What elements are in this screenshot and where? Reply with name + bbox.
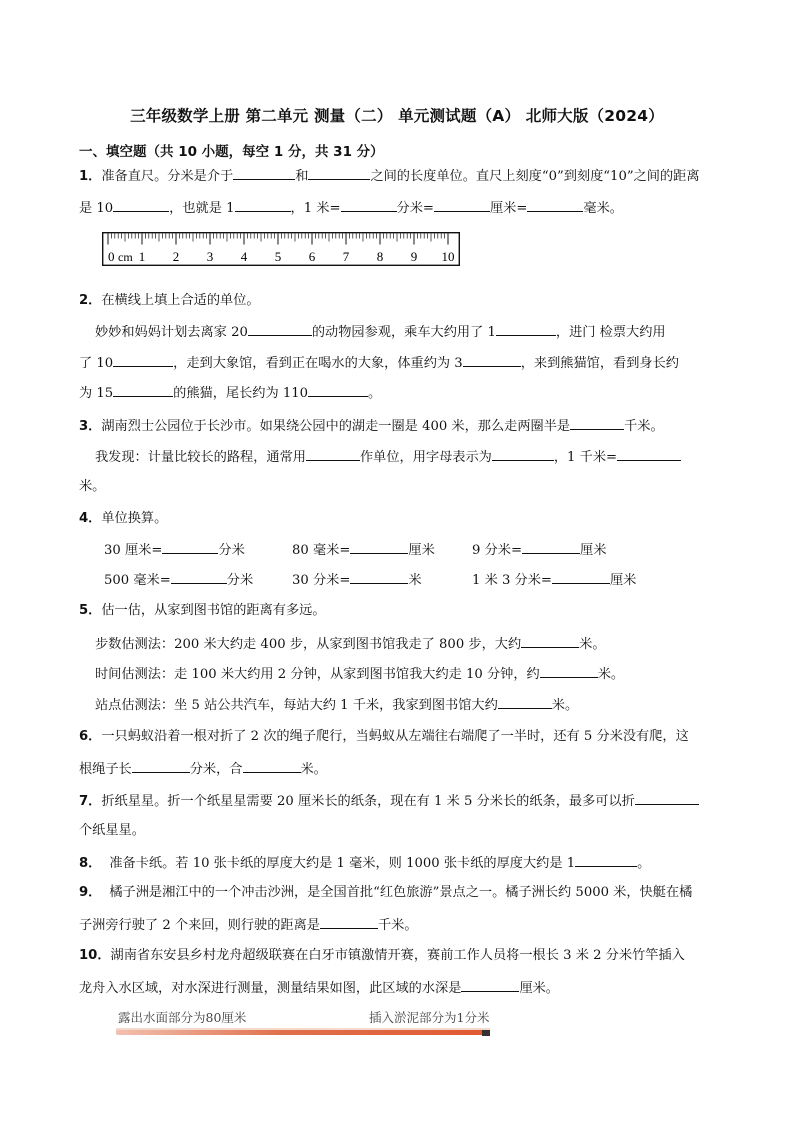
- question-number: 7．: [79, 794, 102, 809]
- ruler-label: 2: [172, 249, 180, 264]
- question-6-line-2: 根绳子长 分米，合 米。: [79, 759, 327, 779]
- ruler-label: 0: [108, 249, 115, 264]
- question-3-line-3: 米。: [79, 479, 106, 494]
- answer-blank[interactable]: [540, 664, 598, 678]
- page-title: 三年级数学上册 第二单元 测量（二） 单元测试题（A） 北师大版（2024）: [130, 107, 664, 125]
- answer-blank[interactable]: [171, 570, 227, 584]
- answer-blank[interactable]: [341, 198, 397, 212]
- question-5-line-2: 步数估测法：200 米大约走 400 步，从家到图书馆我走了 800 步，大约 米。: [95, 634, 606, 654]
- answer-blank[interactable]: [243, 759, 301, 773]
- question-number: 6．: [79, 729, 102, 744]
- answer-blank[interactable]: [521, 634, 579, 648]
- pole-end-in-mud: [482, 1030, 490, 1036]
- answer-blank[interactable]: [320, 915, 378, 929]
- answer-blank[interactable]: [350, 540, 408, 554]
- answer-blank[interactable]: [248, 322, 312, 336]
- question-5-line-4: 站点估测法：坐 5 站公共汽车，每站大约 1 千米，我家到图书馆大约 米。: [95, 695, 578, 715]
- answer-blank[interactable]: [617, 447, 681, 461]
- question-2-line-2: 妙妙和妈妈计划去离家 20 的动物园参观，乘车大约用了 1 ，进门 检票大约用: [95, 322, 666, 342]
- question-8-line-1: 8． 准备卡纸。若 10 张卡纸的厚度大约是 1 毫米，则 1000 张卡纸的厚度大约是 1 。: [79, 853, 650, 873]
- answer-blank[interactable]: [552, 570, 610, 584]
- question-number: 1．: [79, 169, 102, 184]
- question-7-line-1: 7．折纸星星。折一个纸星星需要 20 厘米长的纸条，现在有 1 米 5 分米长的纸条，最多可以折: [79, 791, 699, 811]
- answer-blank[interactable]: [496, 322, 556, 336]
- section-heading: 一、填空题（共 10 小题，每空 1 分，共 31 分）: [79, 144, 384, 160]
- answer-blank[interactable]: [162, 540, 218, 554]
- question-4-row-1: 30 厘米= 分米 80 毫米= 厘米 9 分米= 厘米: [104, 540, 606, 560]
- question-number: 5．: [79, 603, 102, 618]
- answer-blank[interactable]: [113, 383, 173, 397]
- ruler-label: 4: [240, 249, 248, 264]
- question-number: 8．: [79, 856, 102, 871]
- question-6-line-1: 6．一只蚂蚁沿着一根对折了 2 次的绳子爬行，当蚂蚁从左端往右端爬了一半时，还有 5 分米没有爬，这: [79, 729, 689, 744]
- question-10-line-2: 龙舟入水区域，对水深进行测量，测量结果如图，此区域的水深是 厘米。: [79, 978, 559, 998]
- ruler-label: 6: [308, 249, 316, 264]
- answer-blank[interactable]: [132, 759, 190, 773]
- figure-label-in-mud: 插入淤泥部分为1分米: [369, 1010, 490, 1025]
- ruler-unit-label: cm: [118, 250, 133, 264]
- answer-blank[interactable]: [113, 198, 169, 212]
- question-number: 9．: [79, 885, 102, 900]
- answer-blank[interactable]: [522, 540, 580, 554]
- answer-blank[interactable]: [527, 198, 583, 212]
- ruler-label: 1: [138, 249, 146, 264]
- answer-blank[interactable]: [308, 166, 370, 180]
- answer-blank[interactable]: [492, 447, 554, 461]
- question-4-row-2: 500 毫米= 分米 30 分米= 米 1 米 3 分米= 厘米: [104, 570, 636, 590]
- question-5-line-3: 时间估测法：走 100 米大约用 2 分钟，从家到图书馆我大约走 10 分钟，约 米。: [95, 664, 624, 684]
- question-number: 4．: [79, 511, 102, 526]
- question-1-line-2: 是 10 ，也就是 1 ，1 米= 分米= 厘米= 毫米。: [79, 198, 623, 218]
- question-5-line-1: 5．估一估，从家到图书馆的距离有多远。: [79, 603, 326, 618]
- bamboo-pole-figure: [116, 1006, 490, 1042]
- answer-blank[interactable]: [463, 353, 521, 367]
- answer-blank[interactable]: [434, 198, 490, 212]
- answer-blank[interactable]: [306, 447, 360, 461]
- ruler-figure: [102, 232, 460, 266]
- question-1-line-1: 1．准备直尺。分米是介于 和 之间的长度单位。直尺上刻度“0”到刻度“10”之间的距离: [79, 166, 700, 186]
- figure-label-above-water: 露出水面部分为80厘米: [118, 1010, 247, 1025]
- answer-blank[interactable]: [461, 978, 519, 992]
- ruler-label: 3: [206, 249, 214, 264]
- question-3-line-2: 我发现：计量比较长的路程，通常用 作单位，用字母表示为 ，1 千米=: [95, 447, 681, 467]
- answer-blank[interactable]: [308, 383, 368, 397]
- answer-blank[interactable]: [498, 695, 552, 709]
- question-number: 2．: [79, 293, 102, 308]
- question-2-line-3: 了 10 ，走到大象馆，看到正在喝水的大象，体重约为 3 ，来到熊猫馆，看到身长约: [79, 353, 679, 373]
- question-7-line-2: 个纸星星。: [79, 823, 145, 838]
- answer-blank[interactable]: [113, 353, 173, 367]
- answer-blank[interactable]: [570, 416, 624, 430]
- question-2-line-1: 2．在横线上填上合适的单位。: [79, 293, 260, 308]
- question-2-line-4: 为 15 的熊猫，尾长约为 110 。: [79, 383, 381, 403]
- question-number: 10．: [79, 948, 111, 963]
- answer-blank[interactable]: [575, 853, 637, 867]
- question-3-line-1: 3．湖南烈士公园位于长沙市。如果绕公园中的湖走一圈是 400 米，那么走两圈半是 千米。: [79, 416, 664, 436]
- question-number: 3．: [79, 419, 102, 434]
- ruler-label: 8: [376, 249, 384, 264]
- ruler-label: 9: [410, 249, 418, 264]
- answer-blank[interactable]: [233, 166, 295, 180]
- ruler-label: 10: [441, 249, 455, 264]
- question-4-line-1: 4．单位换算。: [79, 511, 168, 526]
- answer-blank[interactable]: [635, 791, 699, 805]
- ruler-label: 7: [342, 249, 350, 264]
- question-10-line-1: 10．湖南省东安县乡村龙舟超级联赛在白牙市镇激情开赛，赛前工作人员将一根长 3 米 2 分米竹竿插入: [79, 948, 685, 963]
- question-9-line-2: 子洲旁行驶了 2 个来回，则行驶的距离是 千米。: [79, 915, 418, 935]
- bamboo-pole: [116, 1030, 484, 1035]
- ruler-label: 5: [274, 249, 282, 264]
- question-9-line-1: 9． 橘子洲是湘江中的一个冲击沙洲，是全国首批“红色旅游”景点之一。橘子洲长约 5000 米，快艇在橘: [79, 885, 693, 900]
- answer-blank[interactable]: [350, 570, 408, 584]
- answer-blank[interactable]: [235, 198, 291, 212]
